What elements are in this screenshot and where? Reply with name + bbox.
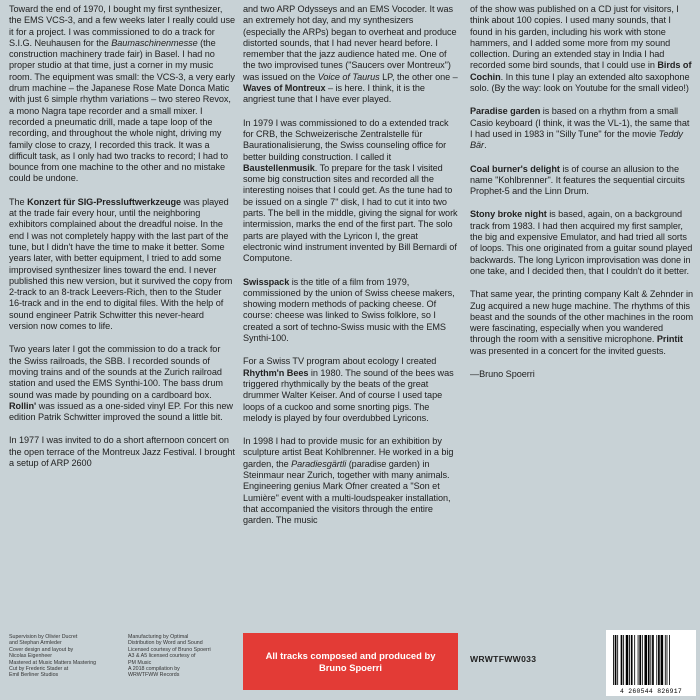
composer-credit-box	[243, 633, 458, 690]
paragraph: Coal burner's delight is of course an allusion to the name "Kohlbrenner". It features the sequential circuits Prophet-5 and the Linn Drum.	[470, 163, 685, 197]
barcode-bar	[626, 635, 629, 685]
barcode-bar	[631, 635, 633, 685]
paragraph: Toward the end of 1970, I bought my first synthesizer, the EMS VCS-3, and a few weeks later I really could use it for a project. I was commissioned to do a track for S.I.G. Neuhausen for the Baumaschinenmesse (the construction machinery trade fair) in Basel. I had no proper studio at that time, just a corner in my music room. The equipment was small: the VCS-3, a very early drum machine – the Japanese Rose Mate Donca Matic with just 6 simple rhythm variations – two stereo Revox, a mono Nagra tape recorder and a small mixer. I recorded a pneumatic drill, made a tape loop of the recording, and throughout the whole night, driving my family close to crazy, I recorded this track. It was a difficult task, as I only had two tracks to record; I had to bounce from one machine to the other and no mistake could be undone.	[9, 4, 235, 184]
liner-notes-column-2	[243, 4, 458, 538]
barcode-bar	[658, 635, 660, 685]
track-title: Rhythm'n Bees	[243, 367, 309, 378]
track-title: Konzert für SIG-Pressluftwerkzeuge	[27, 196, 182, 207]
credit-line: Nicolas Eigenheer	[9, 653, 52, 660]
barcode-bar	[629, 635, 630, 685]
credit-line: Manufacturing by Optimal	[128, 634, 189, 640]
barcode-bar	[623, 635, 624, 685]
barcode-bar	[638, 635, 639, 685]
barcode-bar	[621, 635, 623, 685]
credits-left	[9, 634, 119, 679]
barcode-bar	[617, 635, 618, 685]
liner-notes-column-3	[470, 4, 694, 392]
paragraph: In 1979 I was commissioned to do a extended track for CRB, the Schweizerische Zentralstelle für Baurationalisierung, the Swiss counseling office for better building construction. I called it Baustellenmusik. To prepare for the task I visited some big construction sites and recorded all the interesting noises that I could get. As the tune had to be issued on a single 7" disk, I had to cut it into two parts. The bell in the middle, giving the signal for work intermission, marks the end of the first part. The solo parts are played with the Lyricon I, the great electronic wind instrument invented by Bill Bernardi of Computone.	[243, 117, 458, 264]
track-title: Swisspack	[243, 276, 290, 287]
barcode-bar	[648, 635, 650, 685]
paragraph: The Konzert für SIG-Pressluftwerkzeuge was played at the trade fair every hour, until the neighboring exhibitors complained about the dreadful noise. In the end I was not completely happy with the last part of the tune, but I didn't have the time to make it better. Some years later, with better equipment, I tried to add some improvised synthesizer lines toward the end. I never published this new version, but it survived the copy from 2-track to an 8-track Leevers-Rich, then to the Studer 16-track and in the end to digital files. With the help of sound engineer Patrik Schwitter this never-heard version now comes to life.	[9, 196, 233, 332]
credit-line: A 2018 compilation by	[128, 666, 180, 673]
barcode-bar	[650, 635, 651, 685]
barcode-bar	[669, 635, 670, 685]
credit-line: Supervision by Olivier Ducret	[9, 634, 78, 640]
credit-line: PM Music	[128, 659, 152, 666]
barcode-bar	[639, 635, 641, 685]
paragraph: In 1977 I was invited to do a short afternoon concert on the open terrace of the Montreux Jazz Festival. I brought a setup of ARP 2600	[9, 435, 235, 468]
track-title: Baustellenmusik	[243, 162, 315, 173]
barcode-bar	[667, 635, 668, 685]
track-title: Birds of Cochin	[470, 60, 692, 82]
barcode-bar	[656, 635, 657, 685]
barcode-number: 4 260544 826917	[619, 688, 683, 695]
credit-line: WRWTFWW Records	[128, 672, 180, 679]
barcode-bar	[644, 635, 647, 685]
barcode-bar	[613, 635, 614, 685]
credit-line: Emil Berliner Studios	[9, 672, 59, 679]
paragraph: Two years later I got the commission to do a track for the Swiss railroads, the SBB. I recorded sounds of moving trains and of the sounds at the Zurich railroad station and used the EMS Synthi-100. The bass drum sound was made by pounding on a cardboard box. Rollin' was issued as a one-sided vinyl EP. For this new edition Patrik Schwitter improved the sound a little bit.	[9, 344, 233, 423]
barcode-bar	[615, 635, 617, 685]
composer-credit-line: All tracks composed and produced by	[265, 650, 436, 661]
credit-line: Distribution by Word and Sound	[128, 640, 203, 647]
credit-line: A3 & A5 licensed courtesy of	[128, 653, 196, 660]
composer-name: Bruno Spoerri	[318, 661, 383, 673]
track-title: Coal burner's delight	[470, 163, 560, 174]
track-title: Printit	[656, 334, 683, 345]
barcode-bar	[642, 635, 643, 685]
paragraph: That same year, the printing company Kalt & Zehnder in Zug acquired a new huge machine. The rhythms of this beast and the sounds of the other machines in the room were fascinating, especially when you wandered through the room with a sensitive microphone. Printit was presented in a concert for the invited guests.	[470, 289, 694, 356]
paragraph: In 1998 I had to provide music for an exhibition by sculpture artist Beat Kohlbrenner. He worked in a big garden, the Paradiesgärtli (paradise garden) in Steinmaur near Zurich, together with many animals. Engineering genius Mark Ofner created a "Son et Lumière" event with a multi-loudspeaker installation, that accompanied the visitors through the entire garden. The music	[243, 436, 454, 526]
credits-right	[128, 634, 240, 679]
credit-line: Cut by Frederic Stader at	[9, 666, 69, 673]
credit-line: and Stephan Armleder	[9, 640, 62, 647]
paragraph: of the show was published on a CD just for visitors, I think about 100 copies. I used many sounds, that I found in his garden, including his work with stone hammers, and I added some more from my sound collection. During an extended stay in India I had recorded some bird sounds, that I could use in Birds of Cochin. In this tune I play an extended alto saxophone solo. (By the way: look on Youtube for the small video!)	[470, 4, 692, 94]
credit-line: Mastered at Music Matters Mastering	[9, 659, 97, 666]
barcode-bars	[606, 630, 696, 688]
barcode-bar	[634, 635, 635, 685]
barcode-bar	[652, 635, 654, 685]
barcode-bar	[661, 635, 664, 685]
track-title: Rollin'	[9, 400, 37, 411]
barcode	[606, 630, 696, 696]
paragraph: Stony broke night is based, again, on a background track from 1983. I had then acquired my first sampler, the big and expensive Emulator, and had tried all sorts of loops. This one originated from a guitar sound played backwards. The long Lyricon improvisation was done in one take, and I decided then, that I couldn't do it better.	[470, 209, 693, 276]
track-title: Paradise garden	[470, 106, 541, 117]
signature: —Bruno Spoerri	[470, 369, 535, 380]
track-title: Stony broke night	[470, 209, 547, 220]
paragraph: Swisspack is the title of a film from 1979, commissioned by the union of Swiss cheese makers, showing modern methods of packing cheese. Of course: cheese was linked to Swiss folklore, so I created a sort of techno-Swiss music with the EMS Synthi-100.	[243, 276, 455, 344]
paragraph: For a Swiss TV program about ecology I created Rhythm'n Bees in 1980. The sound of the bees was triggered rhythmically by the beats of the great drummer Walter Keiser. And of course I used tape loops of a cuckoo and some snorting pigs. The melody is played by four overdubbed Lyricons.	[243, 356, 454, 423]
barcode-bar	[665, 635, 666, 685]
catalog-number: WRWTFWW033	[470, 654, 537, 664]
credit-line: Cover design and layout by	[9, 646, 74, 653]
paragraph: Paradise garden is based on a rhythm from a small Casio keyboard (I think, it was the VL-1), the same that I had used in 1983 in "Silly Tune" for the movie Teddy Bär.	[470, 106, 690, 151]
liner-notes-column-1	[9, 4, 235, 481]
track-title: Waves of Montreux	[243, 83, 326, 94]
paragraph: and two ARP Odysseys and an EMS Vocoder. It was an extremely hot day, and my synthesizers (especially the ARPs) began to overheat and produce distorted sounds, that I had never heard before. I remember that the jazz audience hated me. One of the two improvised tunes ("Saucers over Montreux") was issued on the Voice of Taurus LP, the other one – Waves of Montreux – is here. I think, it is the angriest tune that I have ever played.	[243, 4, 458, 105]
credit-line: Licensed courtesy of Bruno Spoerri	[128, 646, 211, 653]
